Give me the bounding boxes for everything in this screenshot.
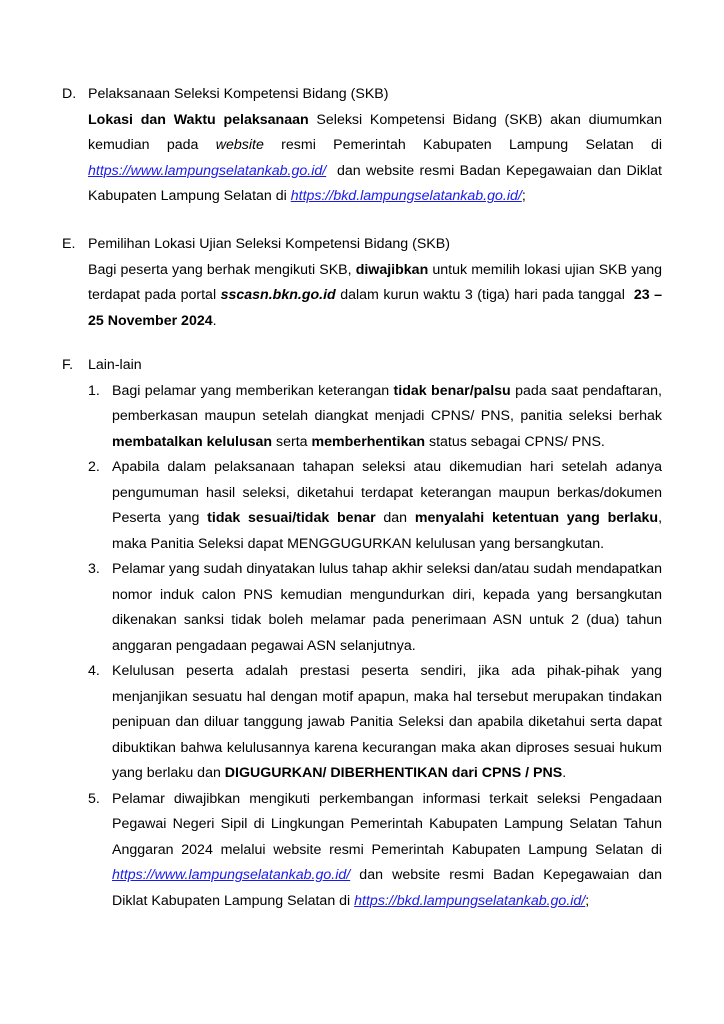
list-item	[62, 379, 662, 456]
section-e-portal: sscasn.bkn.go.id	[220, 287, 336, 303]
list-item	[62, 557, 662, 659]
section-d-italic-website: website	[215, 137, 264, 153]
section-d-text-1: Seleksi Kompetensi Bidang (SKB) akan diumumkan kemudian pada	[88, 111, 663, 153]
section-e-text-1: Bagi peserta yang berhak mengikuti SKB,	[88, 261, 356, 278]
section-f	[62, 353, 662, 914]
lampungselatankab-link[interactable]: https://www.lampungselatankab.go.id/	[88, 162, 327, 179]
section-d-heading	[62, 82, 662, 108]
section-f-letter: F.	[62, 357, 74, 373]
section-d-letter: D.	[62, 86, 77, 102]
list-item-bold: menyalahi ketentuan yang berlaku	[414, 510, 659, 526]
section-d-text-2: resmi Pemerintah Kabupaten Lampung Selatan di	[263, 137, 662, 153]
list-item-text: Kelulusan peserta adalah prestasi peserta sendiri, jika ada pihak-pihak yang menjanjikan sesuatu hal dengan motif apapun, maka hal tersebut merupakan tindakan penipuan dan diluar tanggung jawab Panitia Seleksi dan apabila diketahui serta dapat dibuktikan bahwa kelulusannya karena kecurangan maka akan diproses sesuai hukum yang berlaku dan	[112, 663, 662, 781]
section-d-end: ;	[521, 188, 526, 204]
list-item-text: dan website resmi Badan Kepegawaian dan Diklat Kabupaten Lampung Selatan di	[112, 867, 662, 909]
section-e-letter: E.	[62, 236, 76, 252]
section-d-bold-text: Lokasi dan Waktu pelaksanaan	[88, 111, 309, 128]
list-item-text: serta	[272, 433, 312, 450]
section-e-title: Pemilihan Lokasi Ujian Seleksi Kompetensi Bidang (SKB)	[88, 236, 450, 252]
section-d	[62, 82, 666, 210]
list-item-bold: tidak benar/palsu	[393, 382, 511, 399]
section-d-text-3: dan website resmi Badan Kepegawaian dan Diklat Kabupaten Lampung Selatan di	[88, 162, 666, 204]
lampungselatankab-link[interactable]: https://www.lampungselatankab.go.id/	[112, 867, 351, 883]
list-item-text: Pelamar diwajibkan mengikuti perkembangan informasi terkait seleksi Pengadaan Pegawai Negeri Sipil di Lingkungan Pemerintah Kabupaten Lampung Selatan Tahun Anggaran 2024 melalui website resmi Pemerintah Kabupaten Lampung Selatan di	[112, 790, 662, 858]
list-item-text: dan	[375, 510, 415, 526]
list-item-text: Pelamar yang sudah dinyatakan lulus tahap akhir seleksi dan/atau sudah mendapatkan nomor induk calon PNS kemudian mengundurkan diri, kepada yang bersangkutan dikenakan sanksi tidak boleh melamar pada penerimaan ASN untuk 2 (dua) tahun anggaran pengadaan pegawai ASN selanjutnya.	[112, 561, 662, 654]
list-item	[62, 787, 662, 915]
list-item-number: 5.	[88, 790, 100, 807]
section-e-end: .	[212, 312, 217, 329]
list-item-bold: tidak sesuai/tidak benar	[207, 510, 376, 526]
section-e-bold-diwajibkan: diwajibkan	[355, 261, 429, 278]
section-f-title: Lain-lain	[88, 357, 142, 373]
section-e-date: 23 – 25 November 2024	[88, 287, 663, 329]
list-item-number: 1.	[88, 382, 100, 399]
section-f-heading	[62, 353, 662, 379]
list-item-number: 3.	[88, 561, 100, 577]
list-item-bold: memberhentikan	[311, 433, 426, 450]
list-item	[62, 659, 662, 787]
list-item-number: 4.	[88, 663, 100, 679]
bkd-link[interactable]: https://bkd.lampungselatankab.go.id/	[290, 188, 522, 204]
section-e-heading	[62, 232, 662, 258]
list-item-number: 2.	[88, 459, 100, 475]
section-d-title: Pelaksanaan Seleksi Kompetensi Bidang (SKB)	[88, 86, 389, 102]
list-item-text: Apabila dalam pelaksanaan tahapan seleksi atau dikemudian hari setelah adanya pengumuman hasil seleksi, diketahui terdapat keterangan maupun berkas/dokumen Peserta yang	[112, 459, 662, 526]
list-item-text: .	[562, 765, 567, 781]
list-item-bold: membatalkan kelulusan	[112, 433, 273, 450]
section-e-text-2: untuk memilih lokasi ujian SKB yang terdapat pada portal	[88, 261, 662, 303]
section-d-paragraph	[62, 108, 666, 210]
section-e-text-3: dalam kurun waktu 3 (tiga) hari pada tanggal	[335, 287, 634, 303]
list-item-text: pada saat pendaftaran, pemberkasan maupun setelah diangkat menjadi CPNS/ PNS, panitia seleksi berhak	[112, 382, 662, 424]
list-item	[62, 455, 662, 557]
list-item-text: status sebagai CPNS/ PNS.	[425, 433, 605, 450]
list-item-text: Bagi pelamar yang memberikan keterangan	[112, 382, 394, 399]
list-item-bold: DIGUGURKAN/ DIBERHENTIKAN dari CPNS / PNS	[224, 765, 563, 781]
section-e	[62, 232, 662, 334]
list-item-text: , maka Panitia Seleksi dapat MENGGUGURKAN kelulusan yang bersangkutan.	[112, 510, 663, 552]
section-e-paragraph	[62, 258, 662, 335]
bkd-link[interactable]: https://bkd.lampungselatankab.go.id/	[354, 892, 586, 909]
list-item-text: ;	[585, 892, 590, 909]
section-f-list	[62, 379, 662, 915]
